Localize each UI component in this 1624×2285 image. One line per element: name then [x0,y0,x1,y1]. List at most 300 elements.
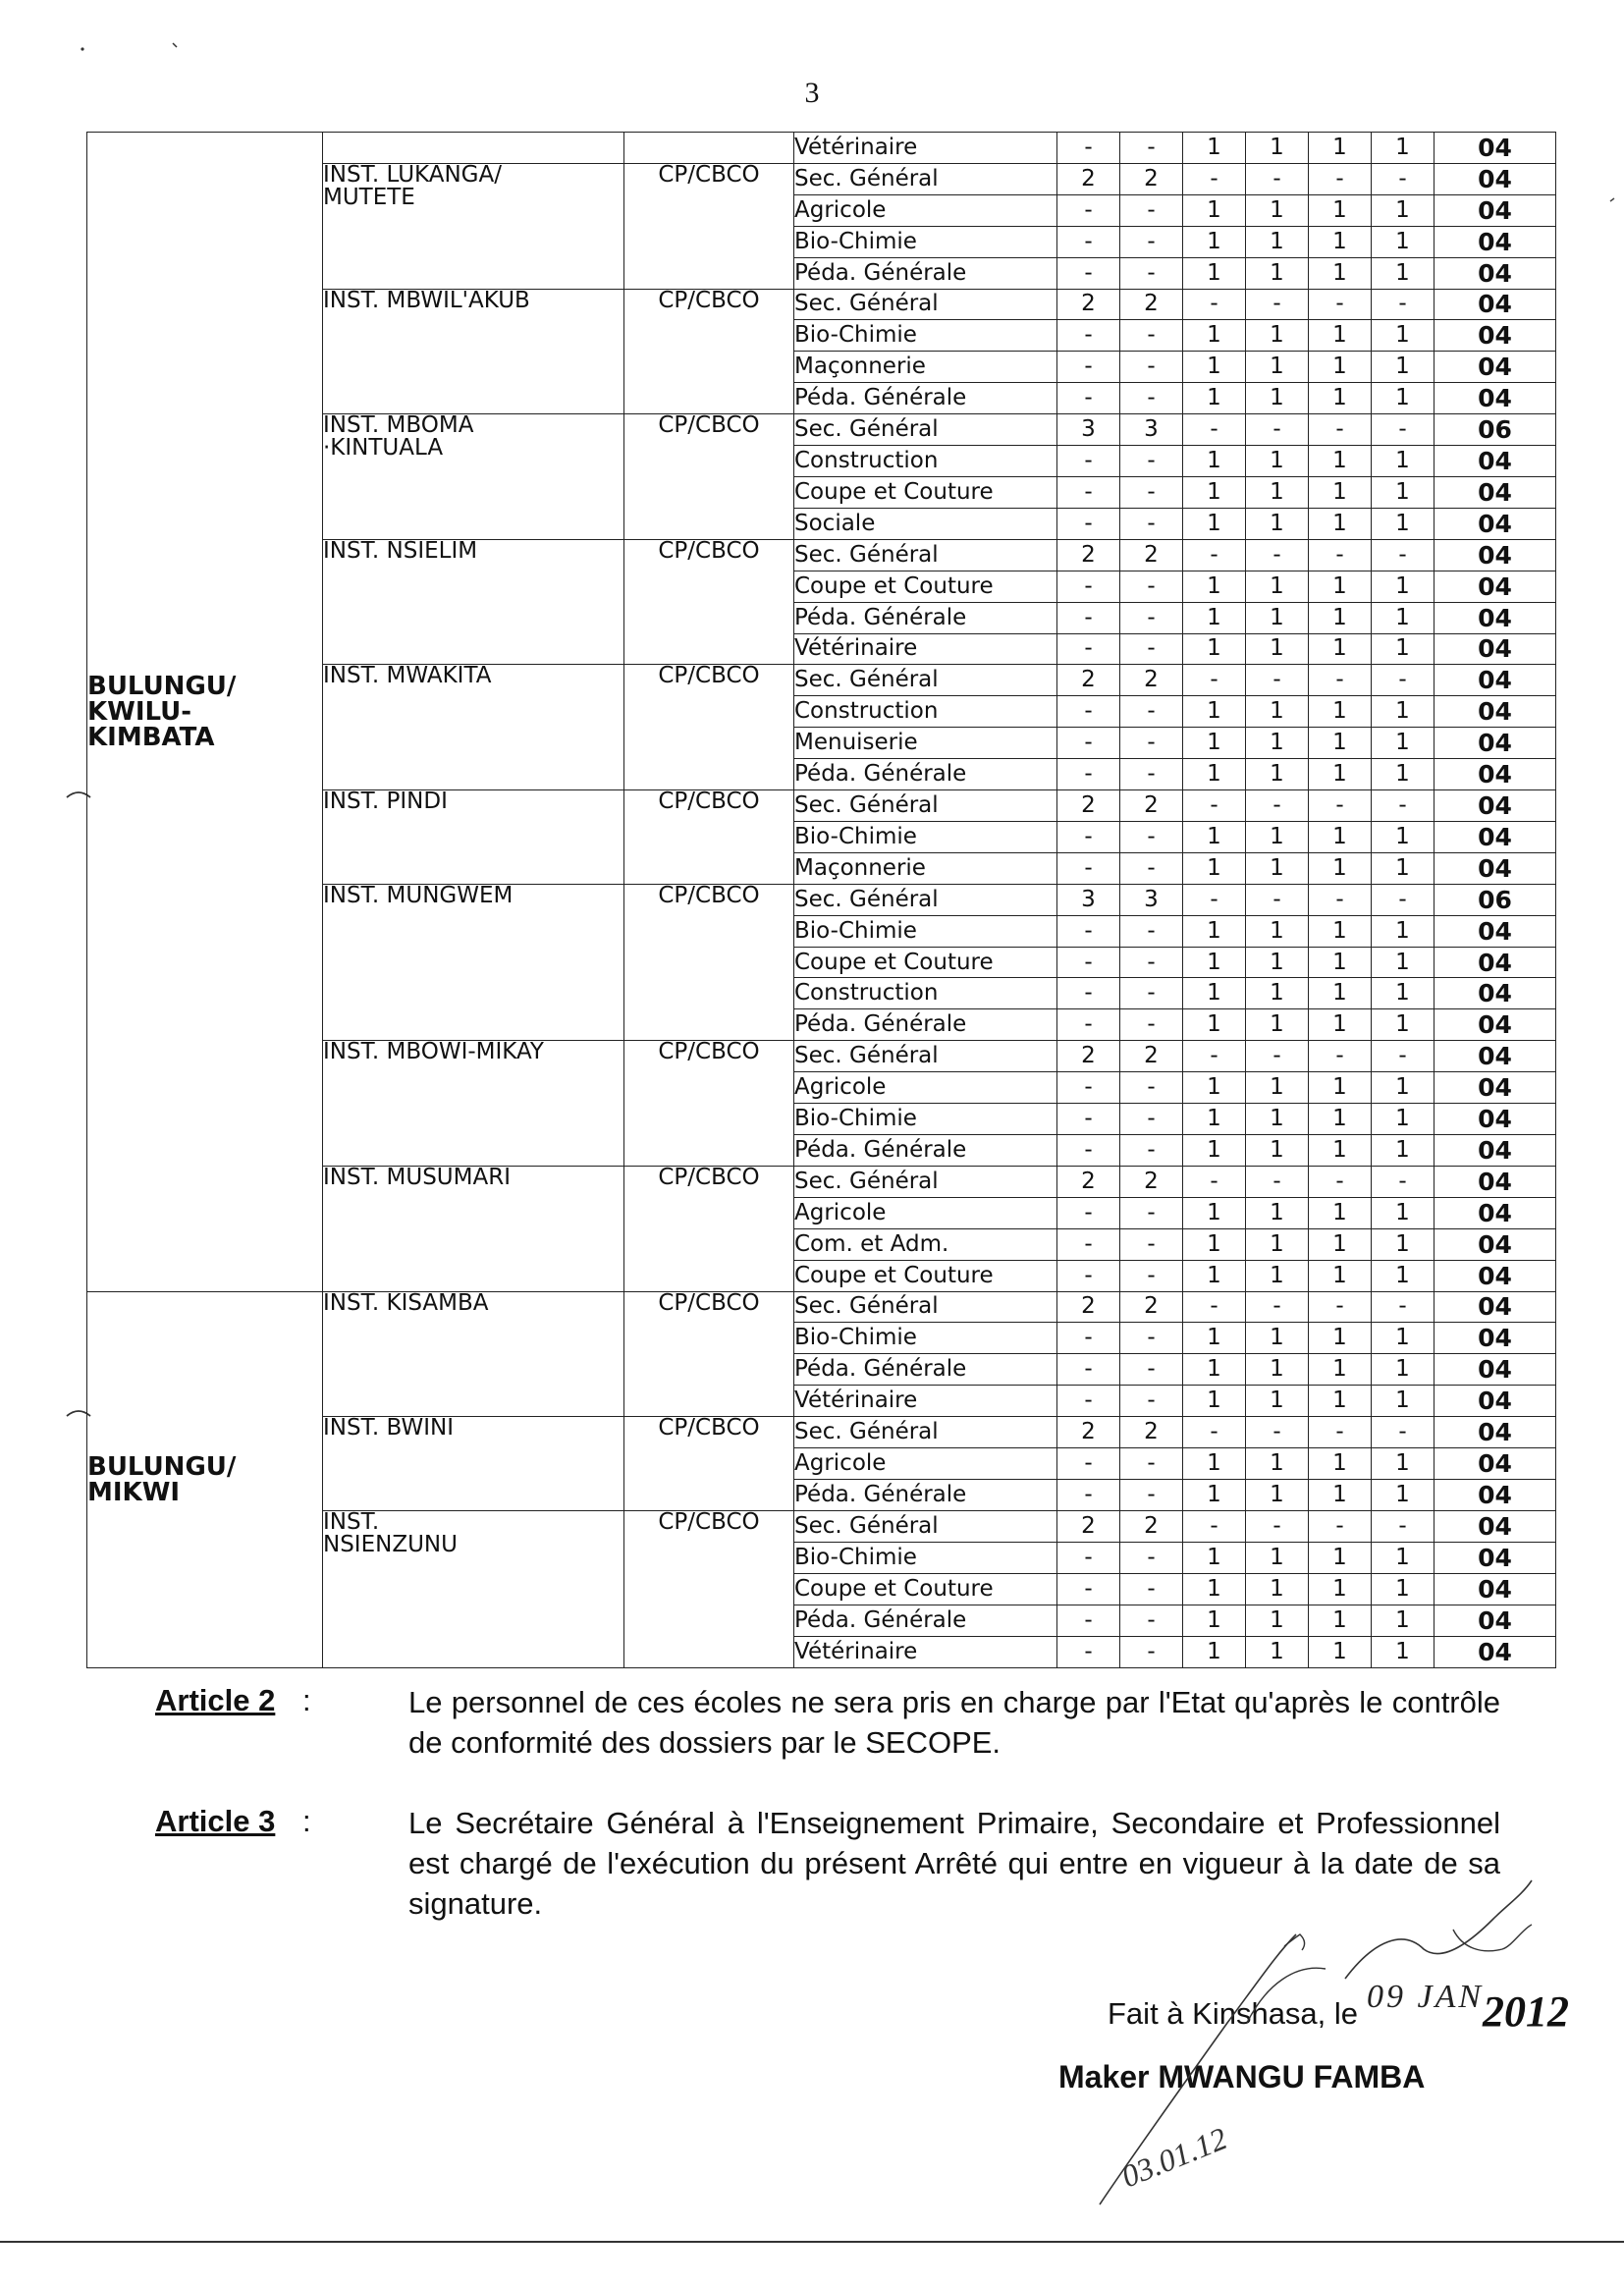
count-cell: - [1120,1542,1183,1573]
count-cell: 2 [1057,665,1120,696]
school-name-cell: INST. NSIELIM [323,539,624,665]
count-cell: 1 [1309,257,1372,289]
count-cell: - [1120,133,1183,164]
option-cell: Péda. Générale [794,1479,1057,1510]
total-cell: 04 [1435,915,1556,947]
count-cell: 1 [1183,947,1246,978]
school-code-cell: CP/CBCO [624,790,794,885]
count-cell: 2 [1120,1166,1183,1197]
count-cell: 1 [1372,476,1435,508]
count-cell: 1 [1183,352,1246,383]
count-cell: - [1246,1510,1309,1542]
school-name-cell: INST. MBOWI-MIKAY [323,1041,624,1167]
count-cell: 1 [1372,1605,1435,1636]
count-cell: 1 [1309,821,1372,852]
count-cell: 2 [1057,163,1120,194]
count-cell: 1 [1372,1260,1435,1291]
total-cell: 04 [1435,1041,1556,1072]
option-cell: Sec. Général [794,539,1057,571]
school-code-cell [624,133,794,164]
count-cell: 1 [1183,194,1246,226]
count-cell: 1 [1183,1104,1246,1135]
school-name-cell: INST. MUSUMARI [323,1166,624,1291]
count-cell: 2 [1120,1510,1183,1542]
count-cell: - [1246,1041,1309,1072]
count-cell: 1 [1246,821,1309,852]
count-cell: - [1057,1605,1120,1636]
count-cell: 1 [1309,226,1372,257]
count-cell: - [1120,1104,1183,1135]
count-cell: 1 [1372,1072,1435,1104]
count-cell: - [1057,633,1120,665]
count-cell: 1 [1183,383,1246,414]
option-cell: Bio-Chimie [794,915,1057,947]
count-cell: 1 [1246,1104,1309,1135]
count-cell: 1 [1183,852,1246,884]
count-cell: 1 [1246,320,1309,352]
total-cell: 04 [1435,790,1556,822]
option-cell: Sec. Général [794,790,1057,822]
article-3-colon: : [302,1804,311,1838]
count-cell: 2 [1057,1291,1120,1323]
option-cell: Coupe et Couture [794,1573,1057,1605]
count-cell: 1 [1246,759,1309,790]
count-cell: - [1372,414,1435,446]
count-cell: 1 [1309,1636,1372,1668]
count-cell: - [1372,884,1435,915]
total-cell: 04 [1435,728,1556,759]
count-cell: 1 [1183,446,1246,477]
article-2-label: Article 2 [155,1683,276,1717]
total-cell: 04 [1435,1323,1556,1354]
count-cell: 2 [1120,1041,1183,1072]
option-cell: Sec. Général [794,1417,1057,1448]
date-stamp-year: 2012 [1483,1987,1569,2036]
total-cell: 04 [1435,852,1556,884]
count-cell: - [1057,1009,1120,1041]
count-cell: 3 [1120,884,1183,915]
count-cell: 1 [1372,446,1435,477]
count-cell: 1 [1372,1197,1435,1228]
total-cell: 04 [1435,476,1556,508]
count-cell: 1 [1246,508,1309,539]
count-cell: 1 [1309,1573,1372,1605]
count-cell: - [1120,978,1183,1009]
count-cell: - [1183,414,1246,446]
count-cell: 1 [1183,476,1246,508]
option-cell: Péda. Générale [794,1135,1057,1167]
count-cell: - [1120,1573,1183,1605]
school-code-cell: CP/CBCO [624,1166,794,1291]
count-cell: 1 [1309,1605,1372,1636]
option-cell: Construction [794,446,1057,477]
place-and-date: Fait à Kinshasa, le [1108,1996,1359,2031]
count-cell: - [1372,1510,1435,1542]
count-cell: 1 [1246,571,1309,602]
total-cell: 04 [1435,1510,1556,1542]
count-cell: 1 [1309,508,1372,539]
total-cell: 04 [1435,1542,1556,1573]
count-cell: - [1120,1386,1183,1417]
count-cell: 1 [1309,1542,1372,1573]
count-cell: 1 [1372,728,1435,759]
count-cell: 1 [1372,1573,1435,1605]
count-cell: - [1120,821,1183,852]
count-cell: 1 [1309,352,1372,383]
count-cell: - [1309,1510,1372,1542]
count-cell: - [1120,257,1183,289]
date-stamp: 09 JAN [1367,1979,1485,2015]
count-cell: 1 [1183,728,1246,759]
total-cell: 04 [1435,163,1556,194]
count-cell: 1 [1246,1605,1309,1636]
count-cell: 1 [1183,571,1246,602]
school-name-cell: INST. MBOMA ·KINTUALA [323,414,624,540]
count-cell: 2 [1057,539,1120,571]
total-cell: 04 [1435,446,1556,477]
count-cell: - [1057,821,1120,852]
count-cell: 1 [1246,633,1309,665]
school-code-cell: CP/CBCO [624,884,794,1041]
school-code-cell: CP/CBCO [624,289,794,414]
count-cell: 1 [1309,383,1372,414]
school-code-cell: CP/CBCO [624,163,794,289]
count-cell: - [1120,446,1183,477]
count-cell: 2 [1120,289,1183,320]
total-cell: 04 [1435,1386,1556,1417]
count-cell: - [1372,1041,1435,1072]
count-cell: - [1057,257,1120,289]
option-cell: Péda. Générale [794,602,1057,633]
total-cell: 04 [1435,602,1556,633]
count-cell: 1 [1183,1009,1246,1041]
count-cell: - [1057,133,1120,164]
option-cell: Vétérinaire [794,1386,1057,1417]
count-cell: 1 [1309,133,1372,164]
count-cell: 2 [1057,790,1120,822]
count-cell: - [1057,571,1120,602]
count-cell: - [1120,696,1183,728]
option-cell: Coupe et Couture [794,1260,1057,1291]
count-cell: 2 [1120,1417,1183,1448]
total-cell: 04 [1435,226,1556,257]
count-cell: 2 [1057,1166,1120,1197]
count-cell: 1 [1309,1009,1372,1041]
count-cell: - [1057,320,1120,352]
total-cell: 04 [1435,508,1556,539]
count-cell: 1 [1309,1448,1372,1480]
option-cell: Agricole [794,1197,1057,1228]
count-cell: - [1183,539,1246,571]
handwritten-date: 03.01.12 [1116,2120,1232,2195]
count-cell: - [1057,728,1120,759]
school-name-cell: INST. KISAMBA [323,1291,624,1417]
total-cell: 04 [1435,1605,1556,1636]
option-cell: Maçonnerie [794,852,1057,884]
school-name-cell: INST. NSIENZUNU [323,1510,624,1667]
article-3-label: Article 3 [155,1804,276,1838]
count-cell: - [1120,1354,1183,1386]
count-cell: 1 [1246,1260,1309,1291]
count-cell: 1 [1372,1386,1435,1417]
total-cell: 04 [1435,194,1556,226]
count-cell: - [1309,665,1372,696]
count-cell: - [1057,1636,1120,1668]
count-cell: 1 [1183,759,1246,790]
count-cell: - [1183,289,1246,320]
total-cell: 04 [1435,1479,1556,1510]
count-cell: 1 [1309,1135,1372,1167]
count-cell: 1 [1309,1354,1372,1386]
total-cell: 04 [1435,1104,1556,1135]
option-cell: Agricole [794,194,1057,226]
count-cell: 3 [1057,414,1120,446]
total-cell: 04 [1435,1009,1556,1041]
school-code-cell: CP/CBCO [624,1291,794,1417]
count-cell: - [1120,915,1183,947]
option-cell: Coupe et Couture [794,947,1057,978]
count-cell: 3 [1057,884,1120,915]
count-cell: 1 [1183,1605,1246,1636]
count-cell: - [1372,1291,1435,1323]
count-cell: 1 [1309,571,1372,602]
count-cell: - [1057,696,1120,728]
count-cell: - [1120,728,1183,759]
school-code-cell: CP/CBCO [624,1510,794,1667]
count-cell: 1 [1246,602,1309,633]
total-cell: 04 [1435,1072,1556,1104]
count-cell: 1 [1183,696,1246,728]
count-cell: - [1057,1197,1120,1228]
count-cell: 1 [1372,320,1435,352]
total-cell: 04 [1435,320,1556,352]
count-cell: - [1309,884,1372,915]
count-cell: 1 [1372,633,1435,665]
count-cell: 1 [1246,1072,1309,1104]
count-cell: 1 [1246,226,1309,257]
count-cell: 1 [1183,821,1246,852]
count-cell: 1 [1372,978,1435,1009]
school-name-cell: INST. MBWIL'AKUB [323,289,624,414]
count-cell: 1 [1246,352,1309,383]
count-cell: 1 [1309,1386,1372,1417]
page-number: 3 [804,77,820,109]
count-cell: 1 [1372,1323,1435,1354]
count-cell: - [1372,289,1435,320]
count-cell: - [1183,665,1246,696]
total-cell: 04 [1435,665,1556,696]
count-cell: - [1246,790,1309,822]
count-cell: - [1057,194,1120,226]
count-cell: 1 [1372,383,1435,414]
count-cell: 1 [1372,1479,1435,1510]
option-cell: Vétérinaire [794,1636,1057,1668]
count-cell: - [1183,790,1246,822]
count-cell: 1 [1309,1323,1372,1354]
option-cell: Sec. Général [794,289,1057,320]
count-cell: 1 [1372,571,1435,602]
total-cell: 04 [1435,383,1556,414]
count-cell: 1 [1246,1573,1309,1605]
option-cell: Bio-Chimie [794,1323,1057,1354]
count-cell: 1 [1246,133,1309,164]
count-cell: 1 [1372,1448,1435,1480]
total-cell: 04 [1435,1166,1556,1197]
count-cell: 1 [1309,1479,1372,1510]
count-cell: - [1057,352,1120,383]
article-2 [155,1683,1500,1781]
article-2-text: Le personnel de ces écoles ne sera pris en charge par l'Etat qu'après le contrôle de conformité des dossiers par le SECOPE. [408,1685,1500,1760]
count-cell: 1 [1183,1542,1246,1573]
school-name-cell: INST. BWINI [323,1417,624,1511]
count-cell: - [1246,884,1309,915]
count-cell: 1 [1246,1636,1309,1668]
count-cell: - [1309,1417,1372,1448]
count-cell: 1 [1372,852,1435,884]
count-cell: 2 [1120,665,1183,696]
count-cell: - [1309,1166,1372,1197]
total-cell: 04 [1435,133,1556,164]
article-2-colon: : [302,1683,311,1717]
count-cell: - [1120,508,1183,539]
count-cell: - [1057,1104,1120,1135]
option-cell: Maçonnerie [794,352,1057,383]
count-cell: 1 [1372,226,1435,257]
count-cell: 1 [1246,852,1309,884]
school-code-cell: CP/CBCO [624,1041,794,1167]
count-cell: 1 [1309,728,1372,759]
count-cell: - [1372,790,1435,822]
count-cell: - [1120,1197,1183,1228]
count-cell: - [1057,1479,1120,1510]
option-cell: Agricole [794,1072,1057,1104]
count-cell: 1 [1246,383,1309,414]
count-cell: 1 [1246,915,1309,947]
district-cell: BULUNGU/ MIKWI [87,1291,323,1667]
count-cell: 1 [1309,852,1372,884]
allocation-table [86,132,1556,1668]
total-cell: 04 [1435,696,1556,728]
count-cell: 1 [1309,915,1372,947]
total-cell: 04 [1435,1354,1556,1386]
count-cell: - [1057,1072,1120,1104]
count-cell: - [1309,1291,1372,1323]
count-cell: 1 [1183,1479,1246,1510]
count-cell: - [1183,1041,1246,1072]
count-cell: 1 [1183,633,1246,665]
count-cell: - [1120,1448,1183,1480]
count-cell: 1 [1246,1542,1309,1573]
total-cell: 04 [1435,1573,1556,1605]
bottom-rule [0,2241,1624,2243]
count-cell: - [1057,1542,1120,1573]
option-cell: Coupe et Couture [794,571,1057,602]
count-cell: - [1057,915,1120,947]
count-cell: - [1246,163,1309,194]
total-cell: 04 [1435,1417,1556,1448]
option-cell: Péda. Générale [794,1605,1057,1636]
count-cell: 1 [1183,508,1246,539]
count-cell: 1 [1246,1386,1309,1417]
count-cell: 1 [1246,728,1309,759]
option-cell: Péda. Générale [794,1354,1057,1386]
count-cell: 1 [1372,759,1435,790]
option-cell: Sec. Général [794,665,1057,696]
count-cell: 1 [1372,1104,1435,1135]
option-cell: Menuiserie [794,728,1057,759]
article-3 [155,1804,1500,1941]
count-cell: 1 [1246,446,1309,477]
count-cell: 2 [1120,539,1183,571]
total-cell: 04 [1435,289,1556,320]
count-cell: - [1057,1354,1120,1386]
count-cell: - [1057,1135,1120,1167]
option-cell: Bio-Chimie [794,821,1057,852]
count-cell: 1 [1246,1228,1309,1260]
count-cell: - [1120,633,1183,665]
count-cell: - [1120,476,1183,508]
option-cell: Bio-Chimie [794,320,1057,352]
count-cell: - [1057,508,1120,539]
school-code-cell: CP/CBCO [624,539,794,665]
count-cell: 1 [1183,1573,1246,1605]
count-cell: 2 [1120,163,1183,194]
school-code-cell: CP/CBCO [624,414,794,540]
count-cell: - [1057,947,1120,978]
count-cell: - [1120,1323,1183,1354]
option-cell: Sec. Général [794,1166,1057,1197]
count-cell: 1 [1183,226,1246,257]
total-cell: 04 [1435,759,1556,790]
option-cell: Péda. Générale [794,759,1057,790]
school-name-cell: INST. LUKANGA/ MUTETE [323,163,624,289]
count-cell: 1 [1309,1104,1372,1135]
count-cell: - [1183,1291,1246,1323]
count-cell: - [1120,194,1183,226]
count-cell: 1 [1183,915,1246,947]
count-cell: 1 [1372,947,1435,978]
count-cell: 2 [1057,1417,1120,1448]
option-cell: Sec. Général [794,414,1057,446]
count-cell: 1 [1309,1197,1372,1228]
count-cell: 1 [1309,1228,1372,1260]
option-cell: Sec. Général [794,884,1057,915]
count-cell: - [1120,947,1183,978]
count-cell: 1 [1372,915,1435,947]
count-cell: - [1120,320,1183,352]
count-cell: - [1120,226,1183,257]
count-cell: 1 [1372,1135,1435,1167]
count-cell: - [1120,1260,1183,1291]
count-cell: 1 [1372,352,1435,383]
count-cell: 1 [1246,257,1309,289]
count-cell: 1 [1372,1228,1435,1260]
count-cell: - [1183,1510,1246,1542]
count-cell: 1 [1183,1386,1246,1417]
count-cell: 1 [1183,257,1246,289]
count-cell: - [1057,1228,1120,1260]
total-cell: 04 [1435,1197,1556,1228]
count-cell: 1 [1309,1072,1372,1104]
count-cell: - [1057,446,1120,477]
option-cell: Bio-Chimie [794,1104,1057,1135]
count-cell: - [1057,383,1120,414]
count-cell: 1 [1183,978,1246,1009]
option-cell: Coupe et Couture [794,476,1057,508]
count-cell: 1 [1309,696,1372,728]
total-cell: 04 [1435,947,1556,978]
count-cell: 1 [1309,759,1372,790]
